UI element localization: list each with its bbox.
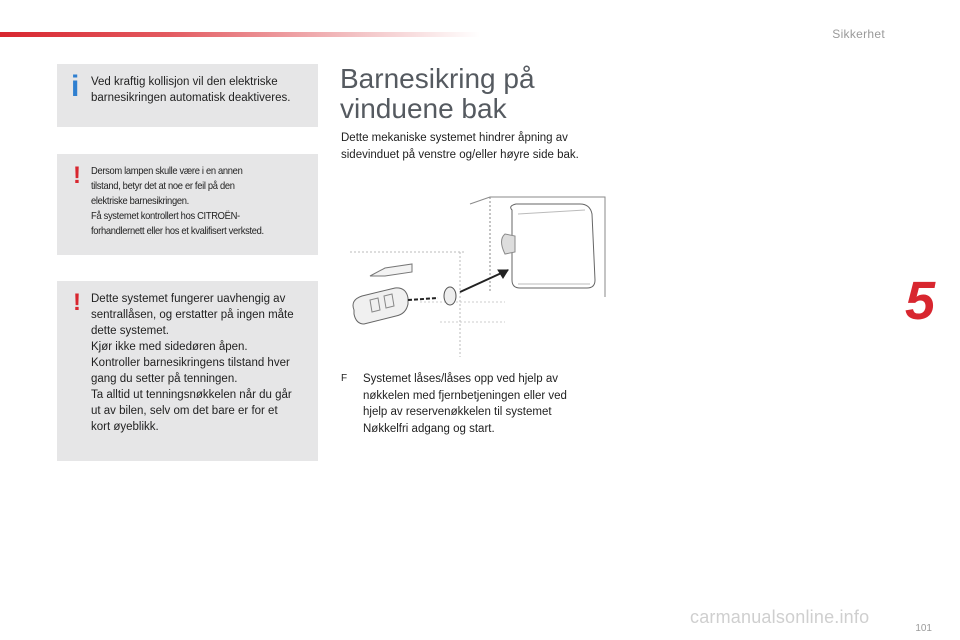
bullet-marker: F <box>341 373 348 384</box>
info-box-text: Ved kraftig kollisjon vil den elektriske barnesikringen automatisk deaktiveres. <box>91 76 291 104</box>
header-accent-bar <box>0 32 480 37</box>
warning-icon: ! <box>73 289 81 316</box>
child-lock-illustration <box>340 192 610 362</box>
info-box <box>57 64 318 127</box>
page-number: 101 <box>915 623 932 634</box>
bullet-text: Systemet låses/låses opp ved hjelp av nøkkelen med fjernbetjeningen eller ved hjelp av reservenøkkelen til systemet Nøkkelfri adgang og start. <box>363 373 567 435</box>
info-icon: i <box>71 70 80 103</box>
warning-box-system-text: Dette systemet fungerer uavhengig av sentrallåsen, og erstatter på ingen måte dette systemet. Kjør ikke med sidedøren åpen. Kontroller barnesikringens tilstand hver gang du setter på tenningen. Ta alltid ut tenningsnøkkelen når du går ut av bilen, selv om det bare er for et kort øyeblikk. <box>91 293 294 433</box>
page-title: Barnesikring på vinduene bak <box>340 63 535 124</box>
door-key-drawing <box>340 192 610 362</box>
warning-box-system <box>57 281 318 461</box>
chapter-number: 5 <box>905 271 936 331</box>
warning-box-lamp-text: Dersom lampen skulle være i en annen tilstand, betyr det at noe er feil på den elektriske barnesikringen. Få systemet kontrollert hos CITROËN- forhandlernett eller hos et kvalifisert verksted. <box>91 166 264 237</box>
section-label: Sikkerhet <box>832 27 885 41</box>
warning-icon: ! <box>73 162 81 189</box>
intro-text: Dette mekaniske systemet hindrer åpning av sidevinduet på venstre og/eller høyre side bak. <box>341 132 579 161</box>
watermark[interactable]: carmanualsonline.info <box>690 607 870 627</box>
warning-box-lamp <box>57 154 318 255</box>
